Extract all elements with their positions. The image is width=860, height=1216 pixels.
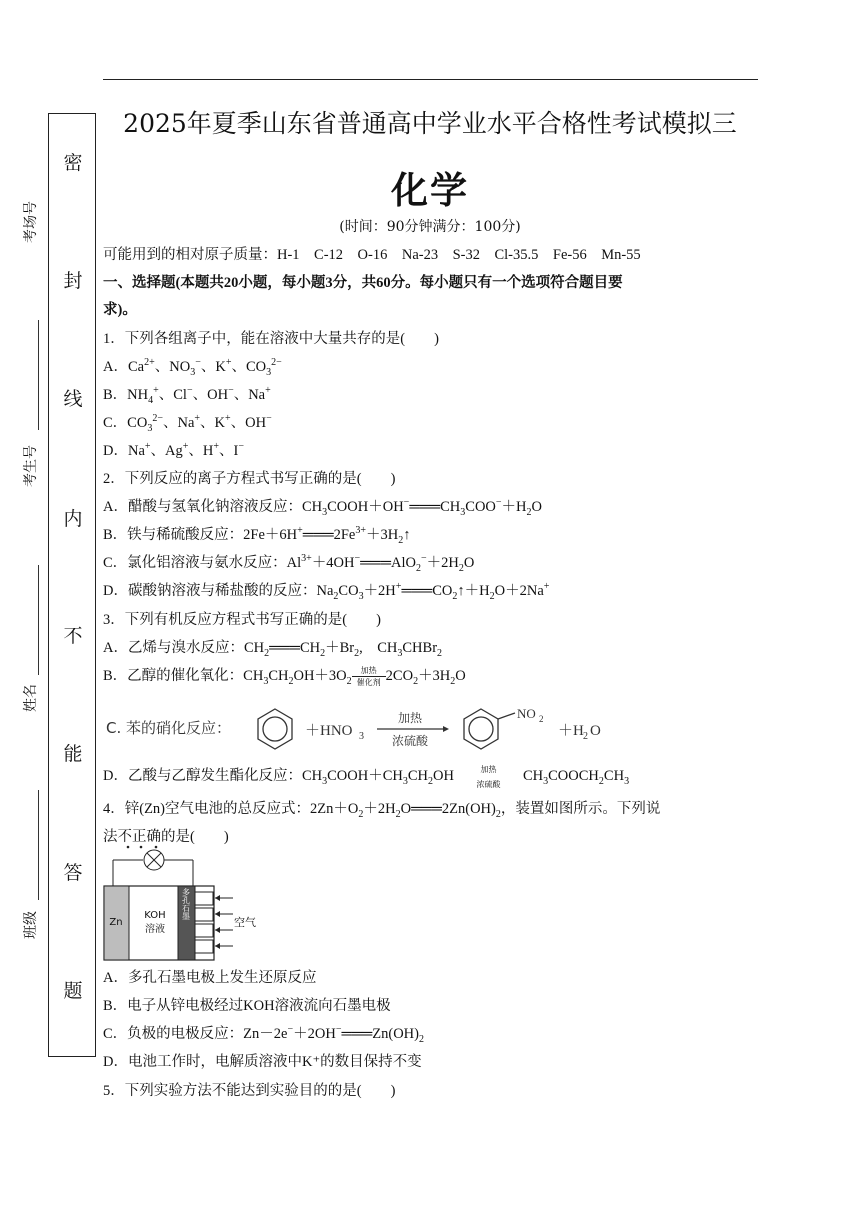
svg-text:2: 2 [583, 731, 588, 742]
koh-label: KOH [144, 910, 166, 921]
atomic-masses: 可能用到的相对原子质量：H-1 C-12 O-16 Na-23 S-32 Cl-35.5 Fe-56 Mn-55 [103, 247, 641, 263]
reaction-condition-arrow: 加热 催化剂 [352, 666, 386, 687]
q2-option-d[interactable]: D．碳酸钠溶液与稀盐酸的反应：$Na_2CO_3+2H^+═══CO_2↑+H_2O+2Na^+$ [103, 581, 550, 602]
section-heading: 一、选择题(本题共20小题，每小题3分，共60分。每小题只有一个选项符合题目要 [103, 275, 623, 291]
q1-stem: 1．下列各组离子中，能在溶液中大量共存的是( ) [103, 331, 439, 347]
q3-option-b[interactable]: B．乙醇的催化氧化：$CH_3CH_2OH+3O_2$ 加热 催化剂 $2CO_2+3H_2O$ [103, 666, 466, 688]
name-label: 姓名 [23, 684, 39, 712]
q2-option-b[interactable]: B．铁与稀硫酸反应：$2Fe+6H^+═══2Fe^{3+}+3H_2↑$ [103, 525, 411, 546]
q4-stem-cont: 法不正确的是( ) [103, 829, 229, 845]
condition-bottom: 浓硫酸 [391, 734, 429, 748]
air-label: 空气 [234, 916, 256, 929]
q2-stem: 2．下列反应的离子方程式书写正确的是( ) [103, 471, 396, 487]
exam-title: 2025年夏季山东省普通高中学业水平合格性考试模拟三 [123, 109, 737, 138]
seal-line-box [48, 113, 96, 1057]
svg-text:O: O [590, 723, 601, 739]
q1-option-b[interactable]: B．$NH_4^+$、Cl−、OH−、Na+ [103, 385, 271, 406]
subject-title: 化学 [391, 169, 469, 212]
seal-char: 不 [63, 625, 83, 647]
q4-option-a[interactable]: A．多孔石墨电极上发生还原反应 [103, 970, 317, 986]
q4-option-b[interactable]: B．电子从锌电极经过KOH溶液流向石墨电极 [103, 998, 391, 1014]
seal-char: 封 [63, 270, 83, 292]
seal-char: 内 [63, 508, 83, 530]
svg-text:＋HNO: ＋HNO [305, 723, 353, 739]
section-heading-cont: 求)。 [103, 302, 137, 318]
exam-room-line[interactable] [38, 320, 39, 430]
seal-char: 线 [63, 388, 83, 410]
q1-option-a[interactable]: A．$Ca^{2+}$、$NO_3^-$、K+、$CO_3^{2-}$ [103, 357, 282, 378]
q5-stem: 5．下列实验方法不能达到实验目的的是( ) [103, 1083, 396, 1099]
seal-char: 密 [63, 152, 83, 174]
q1-option-c[interactable]: C．$CO_3^{2-}$、Na+、K+、OH− [103, 413, 272, 434]
seal-char: 答 [63, 862, 83, 884]
candidate-number-label: 考生号 [23, 445, 39, 487]
svg-text:3: 3 [359, 731, 364, 742]
q3-stem: 3．下列有机反应方程式书写正确的是( ) [103, 612, 381, 628]
porous-graphite-label: 多孔石墨 [181, 888, 191, 920]
q4-stem: 4．锌(Zn)空气电池的总反应式：$2Zn+O_2+2H_2O═══2Zn(OH)_2$，装置如图所示。下列说 [103, 801, 661, 820]
reaction-condition: 加热 浓硫酸 [476, 764, 501, 789]
zn-label: Zn [109, 917, 123, 928]
svg-text:NO: NO [517, 706, 536, 721]
nitration-scheme [253, 705, 733, 751]
q4-option-d[interactable]: D．电池工作时，电解质溶液中K⁺的数目保持不变 [103, 1054, 422, 1070]
q1-option-d[interactable]: D．Na+、Ag+、H+、I− [103, 441, 245, 459]
q3-option-c[interactable]: C. 苯的硝化反应： ＋HNO 3 加热 浓硫酸 NO 2 ＋H 2 O [103, 703, 703, 753]
seal-char: 题 [63, 980, 83, 1002]
class-label: 班级 [23, 911, 39, 939]
svg-text:2: 2 [539, 714, 544, 724]
q3-option-a[interactable]: A．乙烯与溴水反应：$CH_2═══CH_2+Br_2$, $CH_3CHBr_2$ [103, 640, 443, 659]
name-line[interactable] [38, 790, 39, 900]
q2-option-c[interactable]: C．氯化铝溶液与氨水反应：$Al^{3+}+4OH^-═══AlO_2^-+2H_2O$ [103, 553, 475, 574]
air-arrows-icon [215, 898, 233, 946]
header-rule [103, 79, 758, 80]
zinc-air-battery-diagram [103, 842, 273, 964]
q4-option-c[interactable]: C．负极的电极反应：$Zn-2e^-+2OH^-═══Zn(OH)_2$ [103, 1024, 424, 1045]
svg-text:＋H: ＋H [558, 723, 584, 739]
exam-time: (时间：90分钟满分：100分) [339, 219, 521, 235]
benzene-ring-icon [258, 709, 292, 749]
solution-label: 溶液 [145, 924, 165, 935]
electron-flow-dots-icon [127, 846, 158, 849]
exam-room-label: 考场号 [23, 201, 39, 243]
q3-option-d[interactable]: D．乙酸与乙醇发生酯化反应：$CH_3COOH+CH_3CH_2OH$ 加热 浓硫酸 $CH_3COOCH_2CH_3$ [103, 764, 630, 789]
nitrobenzene-ring-icon [464, 709, 515, 749]
seal-char: 能 [63, 743, 83, 765]
condition-top: 加热 [397, 711, 423, 725]
candidate-number-line[interactable] [38, 565, 39, 675]
q2-option-a[interactable]: A．醋酸与氢氧化钠溶液反应：$CH_3COOH+OH^-═══CH_3COO^-+H_2O$ [103, 497, 543, 518]
